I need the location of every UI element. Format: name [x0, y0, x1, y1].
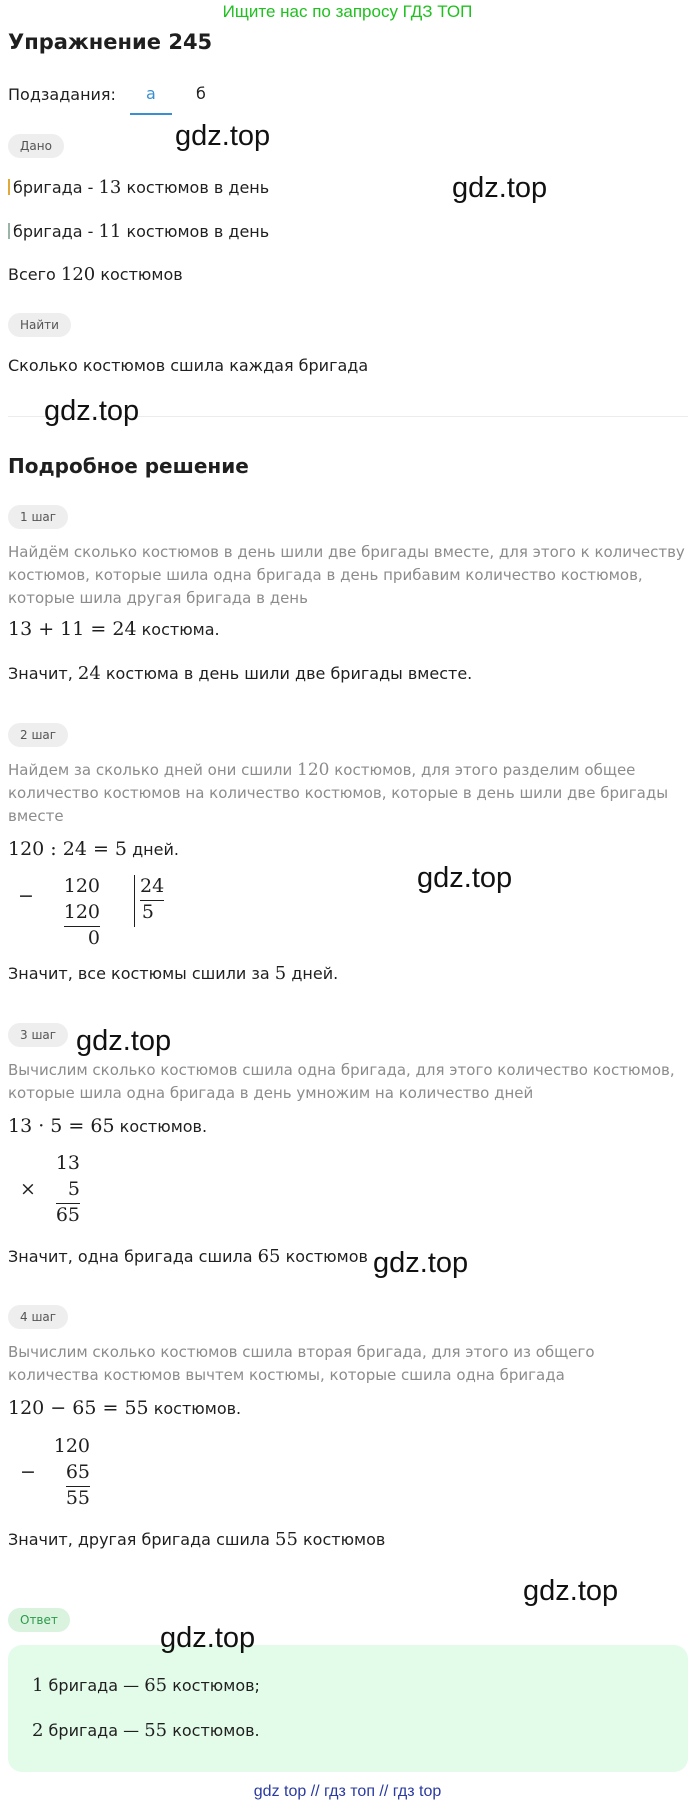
- given-chip: Дано: [8, 134, 64, 158]
- watermark: gdz.top: [417, 862, 513, 894]
- subtraction-minuend: 120: [53, 1435, 90, 1457]
- division-remainder: 0: [87, 927, 100, 949]
- subtraction-result: 55: [65, 1487, 90, 1509]
- step-4-equation: 120 − 65 = 55 костюмов.: [8, 1397, 242, 1419]
- watermark: gdz.top: [76, 1025, 172, 1057]
- step-2-chip: 2 шаг: [8, 723, 68, 747]
- footer-links[interactable]: gdz top // гдз топ // гдз top: [253, 1783, 442, 1800]
- answer-chip: Ответ: [8, 1608, 70, 1632]
- watermark: gdz.top: [452, 172, 548, 204]
- page-title: Упражнение 245: [8, 30, 213, 54]
- find-text: Сколько костюмов сшила каждая бригада: [8, 356, 369, 375]
- step-2-description: Найдем за сколько дней они сшили 120 костюмов, для этого разделим общее количество костюмов на количество костюмов, которые в день шили две бригады вместе: [8, 760, 669, 825]
- step-3-equation: 13 · 5 = 65 костюмов.: [8, 1115, 208, 1137]
- subtraction-sign: −: [20, 1461, 36, 1483]
- step-2-conclusion: Значит, все костюмы сшили за 5 дней.: [8, 963, 339, 984]
- division-subtrahend: 120: [63, 901, 100, 923]
- step-3-chip: 3 шаг: [8, 1023, 68, 1047]
- subtraction-subtrahend: 65: [65, 1461, 90, 1483]
- step-1-description: Найдём сколько костюмов в день шили две бригады вместе, для этого к количеству костюмов, которые шила одна бригада в день прибавим количество костюмов, которые шила другая бригада в день: [8, 543, 685, 607]
- find-chip: Найти: [8, 313, 71, 337]
- watermark: gdz.top: [44, 395, 140, 427]
- step-4-chip: 4 шаг: [8, 1305, 68, 1329]
- step-3-description: Вычислим сколько костюмов сшила одна бригада, для этого количество костюмов, которые шила одна бригада в день умножим на количество дней: [8, 1061, 675, 1102]
- watermark: gdz.top: [175, 120, 271, 152]
- given-line-3: Всего 120 костюмов: [8, 264, 183, 285]
- multiplication-factor-b: 5: [67, 1178, 80, 1200]
- roman-numeral-one-mark: [8, 179, 10, 195]
- step-2-equation: 120 : 24 = 5 дней.: [8, 838, 179, 860]
- division-divisor: 24: [140, 875, 165, 897]
- tab-subtask-a[interactable]: а: [146, 84, 156, 103]
- column-subtraction: [0, 1435, 200, 1515]
- promo-banner: Ищите нас по запросу ГДЗ ТОП: [222, 2, 473, 21]
- multiplication-factor-a: 13: [55, 1152, 80, 1174]
- step-3-conclusion: Значит, одна бригада сшила 65 костюмов: [8, 1246, 368, 1267]
- long-division: [0, 875, 200, 965]
- answer-line-2: 2 бригада — 55 костюмов.: [32, 1720, 260, 1741]
- subtasks-label: Подзадания:: [8, 85, 116, 104]
- watermark: gdz.top: [523, 1575, 619, 1607]
- given-line-1: бригада - 13 костюмов в день: [8, 177, 269, 198]
- answer-line-1: 1 бригада — 65 костюмов;: [32, 1675, 260, 1696]
- given-line-2: бригада - 11 костюмов в день: [8, 221, 269, 242]
- solution-heading: Подробное решение: [8, 454, 249, 478]
- step-4-description: Вычислим сколько костюмов сшила вторая бригада, для этого из общего количества костюмов вычтем костюмы, которые сшила одна бригада: [8, 1343, 595, 1384]
- column-multiplication: [0, 1152, 200, 1232]
- watermark: gdz.top: [160, 1622, 256, 1654]
- division-quotient: 5: [141, 901, 154, 923]
- step-1-chip: 1 шаг: [8, 505, 68, 529]
- division-dividend: 120: [63, 875, 100, 897]
- tab-subtask-b[interactable]: б: [196, 84, 206, 103]
- multiplication-result: 65: [55, 1204, 80, 1226]
- step-1-conclusion: Значит, 24 костюма в день шили две бригады вместе.: [8, 663, 473, 684]
- step-4-conclusion: Значит, другая бригада сшила 55 костюмов: [8, 1529, 386, 1550]
- division-vertical-line: [134, 875, 135, 927]
- watermark: gdz.top: [373, 1247, 469, 1279]
- roman-numeral-two-mark: [8, 223, 10, 239]
- multiplication-sign: ×: [20, 1178, 36, 1200]
- answer-box: [8, 1645, 688, 1772]
- division-sign: −: [18, 885, 34, 907]
- step-1-equation: 13 + 11 = 24 костюма.: [8, 618, 220, 640]
- active-tab-indicator: [130, 113, 172, 115]
